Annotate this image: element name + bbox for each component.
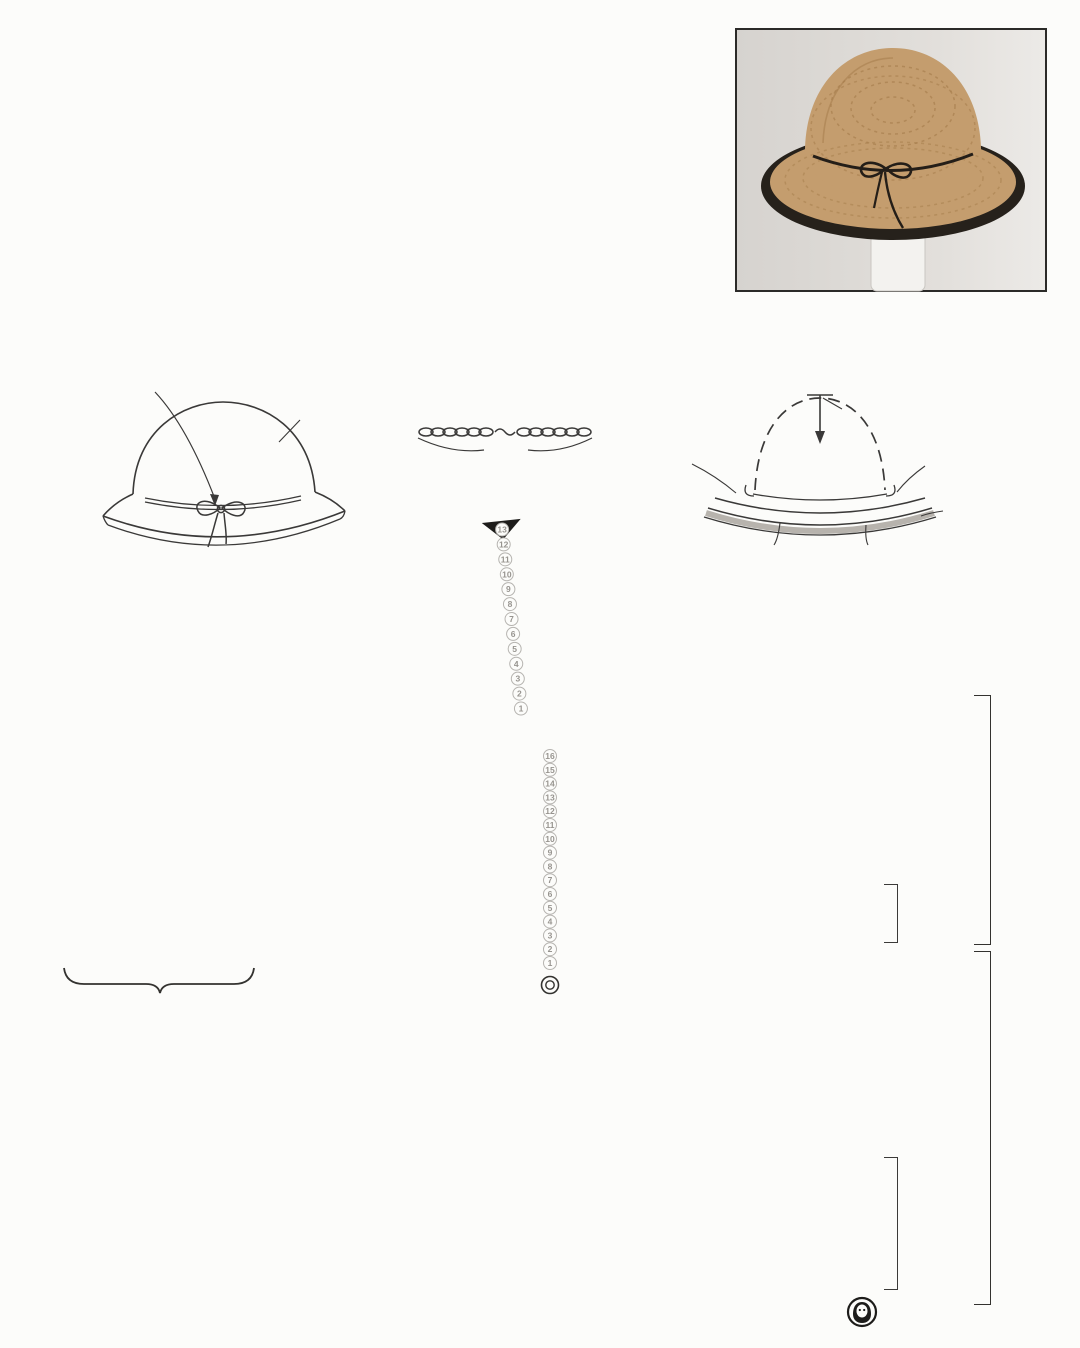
crown-sub-bracket [884, 1157, 898, 1290]
row-number: 4 [513, 658, 519, 669]
row-number: 4 [547, 916, 553, 927]
brim-bracket-label [928, 787, 934, 789]
crochet-chart [50, 500, 1010, 1310]
row-number: 6 [510, 628, 516, 639]
daruma-logo-icon [845, 1295, 879, 1329]
magic-ring-outer [542, 977, 559, 994]
row-number: 6 [547, 889, 553, 899]
hat-photo [735, 28, 1047, 292]
row-number: 16 [545, 751, 555, 761]
row-number: 1 [518, 703, 524, 714]
schematic-arrowhead [815, 431, 825, 444]
row-number: 11 [500, 554, 510, 565]
row-number: 5 [547, 902, 553, 913]
row-number: 3 [547, 930, 553, 941]
row-number: 13 [497, 524, 507, 535]
row-number: 5 [512, 643, 518, 654]
brim-bracket [974, 695, 991, 945]
crown-bracket-label [916, 1085, 922, 1087]
row-number: 13 [545, 792, 555, 803]
row-number: 14 [545, 778, 555, 789]
row-number: 3 [515, 673, 521, 684]
row-number: 7 [547, 875, 553, 886]
brim-sub-bracket [884, 884, 898, 943]
chain-stitches [418, 428, 592, 451]
row-number: 10 [502, 569, 512, 580]
row-number: 7 [509, 614, 514, 625]
row-number: 2 [517, 688, 522, 699]
crown-bracket [974, 951, 991, 1305]
row-number: 9 [547, 847, 553, 858]
row-number: 10 [545, 833, 555, 844]
row-number: 9 [506, 584, 511, 595]
brim-brace [64, 968, 254, 993]
row-number: 8 [547, 861, 553, 872]
row-number: 15 [545, 764, 555, 775]
row-number: 12 [498, 539, 509, 550]
cord-diagram [412, 418, 612, 498]
row-number: 1 [547, 958, 553, 968]
row-number: 2 [547, 944, 553, 955]
row-number: 12 [545, 806, 555, 817]
row-number: 8 [507, 599, 513, 610]
row-number: 11 [545, 820, 555, 830]
